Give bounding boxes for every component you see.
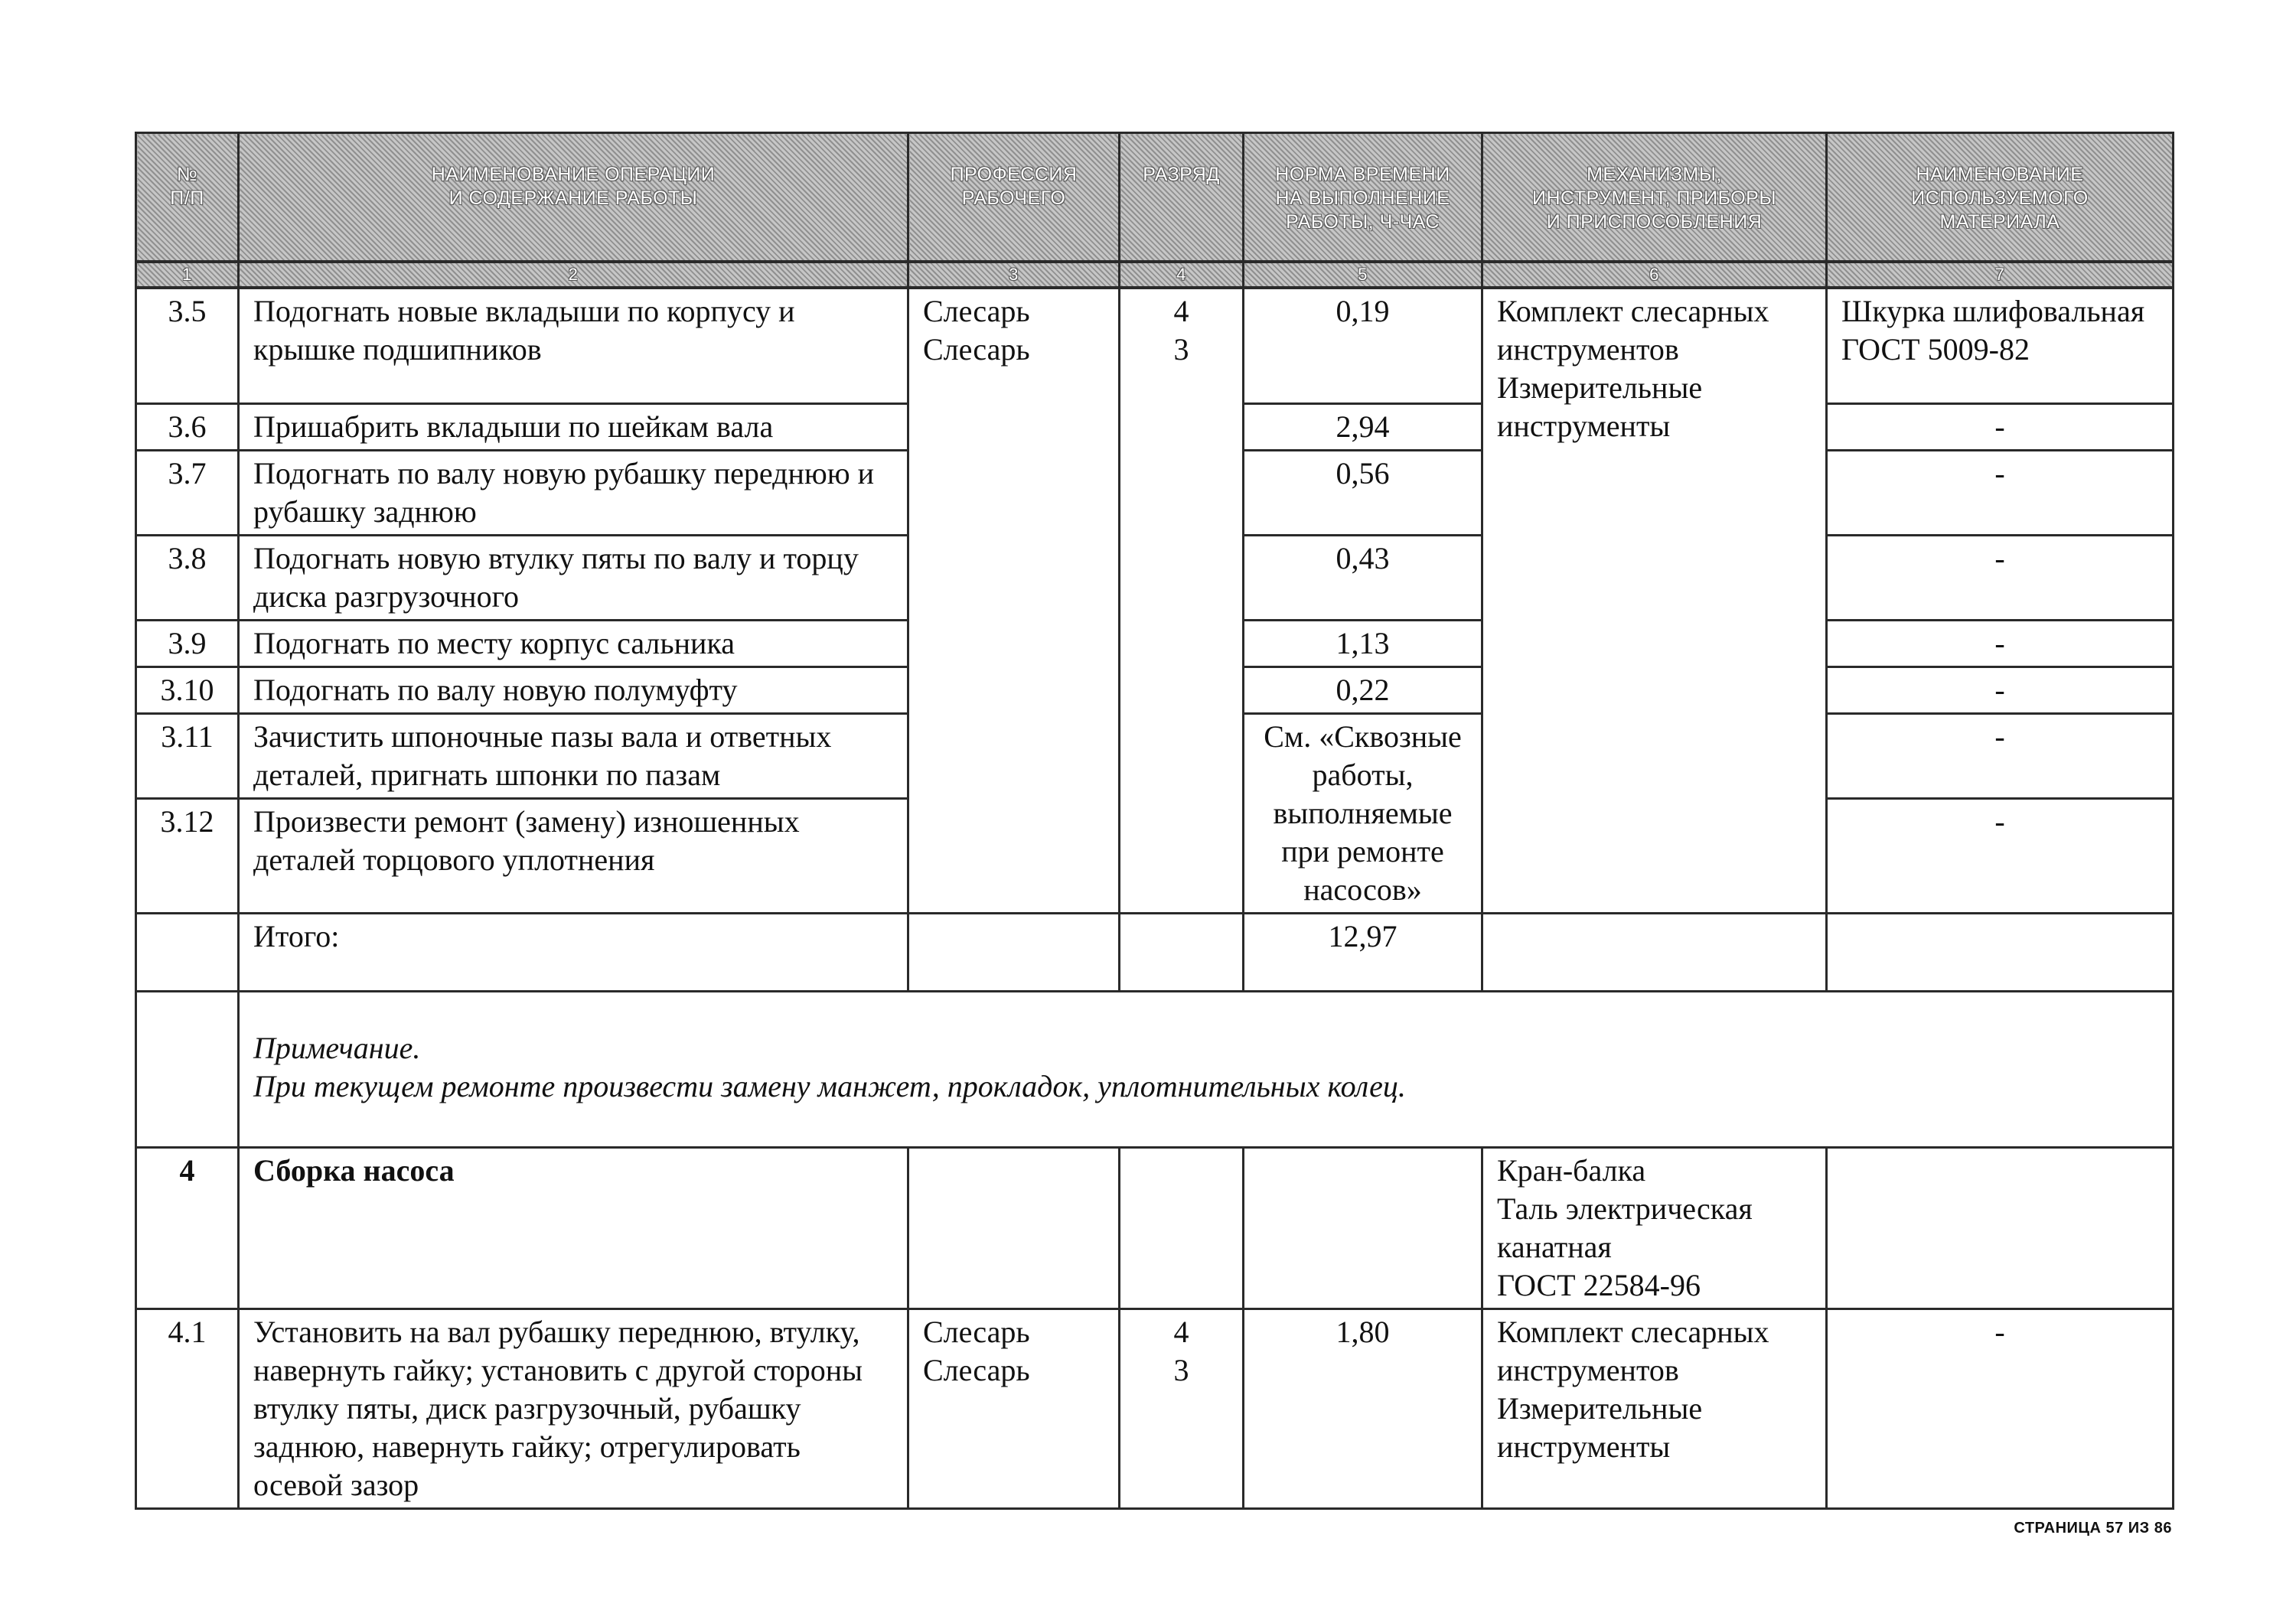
column-number-row <box>136 262 2174 288</box>
material-cell: - <box>1827 536 2174 621</box>
operation-text: Пришабрить вкладыши по шейкам вала <box>239 404 908 451</box>
operation-text: Произвести ремонт (замену) изношенных деталей торцового уплотнения <box>239 799 908 914</box>
empty-cell <box>136 914 239 992</box>
time-norm-cell: 1,80 <box>1244 1309 1482 1509</box>
header-operation: НАИМЕНОВАНИЕ ОПЕРАЦИИ И СОДЕРЖАНИЕ РАБОТЫ <box>239 133 908 262</box>
grade-cell: 4 3 <box>1120 1309 1244 1509</box>
col-number: 6 <box>1482 262 1827 288</box>
header-time-norm: НОРМА ВРЕМЕНИ НА ВЫПОЛНЕНИЕ РАБОТЫ, Ч-ЧАС <box>1244 133 1482 262</box>
note-row <box>136 992 2174 1148</box>
total-row <box>136 914 2174 992</box>
header-tools: МЕХАНИЗМЫ, ИНСТРУМЕНТ, ПРИБОРЫ И ПРИСПОСОБЛЕНИЯ <box>1482 133 1827 262</box>
page-number-label: СТРАНИЦА 57 ИЗ 86 <box>2014 1520 2172 1537</box>
profession-cell: Слесарь Слесарь <box>908 1309 1120 1509</box>
header-num: № П/П <box>136 133 239 262</box>
header-row <box>136 133 2174 262</box>
material-cell: - <box>1827 714 2174 799</box>
section-number: 4 <box>136 1148 239 1309</box>
operation-text: Подогнать по месту корпус сальника <box>239 621 908 667</box>
header-grade: РАЗРЯД <box>1120 133 1244 262</box>
row-number: 3.9 <box>136 621 239 667</box>
row-number: 3.8 <box>136 536 239 621</box>
total-label: Итого: <box>239 914 908 992</box>
tools-cell: Комплект слесарных инструментов Измерительные инструменты <box>1482 1309 1827 1509</box>
time-norm-cell: 2,94 <box>1244 404 1482 451</box>
operation-text: Зачистить шпоночные пазы вала и ответных деталей, пригнать шпонки по пазам <box>239 714 908 799</box>
profession-cell: Слесарь Слесарь <box>908 288 1120 914</box>
table-row <box>136 1309 2174 1509</box>
col-number: 5 <box>1244 262 1482 288</box>
col-number: 7 <box>1827 262 2174 288</box>
empty-cell <box>1827 914 2174 992</box>
col-number: 4 <box>1120 262 1244 288</box>
operation-text: Подогнать по валу новую полумуфту <box>239 667 908 714</box>
empty-cell <box>908 914 1120 992</box>
header-material: НАИМЕНОВАНИЕ ИСПОЛЬЗУЕМОГО МАТЕРИАЛА <box>1827 133 2174 262</box>
row-number: 3.5 <box>136 288 239 404</box>
grade-cell: 4 3 <box>1120 288 1244 914</box>
material-cell: - <box>1827 621 2174 667</box>
operation-text: Подогнать новую втулку пяты по валу и торцу диска разгрузочного <box>239 536 908 621</box>
row-number: 3.6 <box>136 404 239 451</box>
tools-cell: Кран-балка Таль электрическая канатная ГОСТ 22584-96 <box>1482 1148 1827 1309</box>
tools-cell: Комплект слесарных инструментов Измерительные инструменты <box>1482 288 1827 914</box>
empty-cell <box>1120 914 1244 992</box>
note-text: Примечание. При текущем ремонте произвести замену манжет, прокладок, уплотнительных колец. <box>239 992 2174 1148</box>
empty-cell <box>1482 914 1827 992</box>
table-row <box>136 288 2174 404</box>
material-cell: - <box>1827 451 2174 536</box>
material-cell: - <box>1827 404 2174 451</box>
time-norm-cell: 1,13 <box>1244 621 1482 667</box>
empty-cell <box>908 1148 1120 1309</box>
time-norm-cell: 0,19 <box>1244 288 1482 404</box>
col-number: 3 <box>908 262 1120 288</box>
material-cell: - <box>1827 1309 2174 1509</box>
time-norm-cell: 0,22 <box>1244 667 1482 714</box>
material-cell: Шкурка шлифовальная ГОСТ 5009-82 <box>1827 288 2174 404</box>
total-value: 12,97 <box>1244 914 1482 992</box>
section-row <box>136 1148 2174 1309</box>
section-title: Сборка насоса <box>239 1148 908 1309</box>
operation-text: Установить на вал рубашку переднюю, втулку, навернуть гайку; установить с другой стороны втулку пяты, диск разгрузочный, рубашку заднюю, навернуть гайку; отрегулировать осевой зазор <box>239 1309 908 1509</box>
operation-text: Подогнать новые вкладыши по корпусу и крышке подшипников <box>239 288 908 404</box>
material-cell: - <box>1827 799 2174 914</box>
empty-cell <box>1244 1148 1482 1309</box>
header-profession: ПРОФЕССИЯ РАБОЧЕГО <box>908 133 1120 262</box>
row-number: 4.1 <box>136 1309 239 1509</box>
col-number: 1 <box>136 262 239 288</box>
row-number: 3.7 <box>136 451 239 536</box>
see-through-works-note: См. «Сквозные работы, выполняемые при ремонте насосов» <box>1244 714 1482 914</box>
row-number: 3.10 <box>136 667 239 714</box>
col-number: 2 <box>239 262 908 288</box>
row-number: 3.12 <box>136 799 239 914</box>
empty-cell <box>1120 1148 1244 1309</box>
operations-table <box>135 132 2174 1510</box>
row-number: 3.11 <box>136 714 239 799</box>
empty-cell <box>136 992 239 1148</box>
time-norm-cell: 0,43 <box>1244 536 1482 621</box>
operation-text: Подогнать по валу новую рубашку переднюю и рубашку заднюю <box>239 451 908 536</box>
empty-cell <box>1827 1148 2174 1309</box>
material-cell: - <box>1827 667 2174 714</box>
time-norm-cell: 0,56 <box>1244 451 1482 536</box>
